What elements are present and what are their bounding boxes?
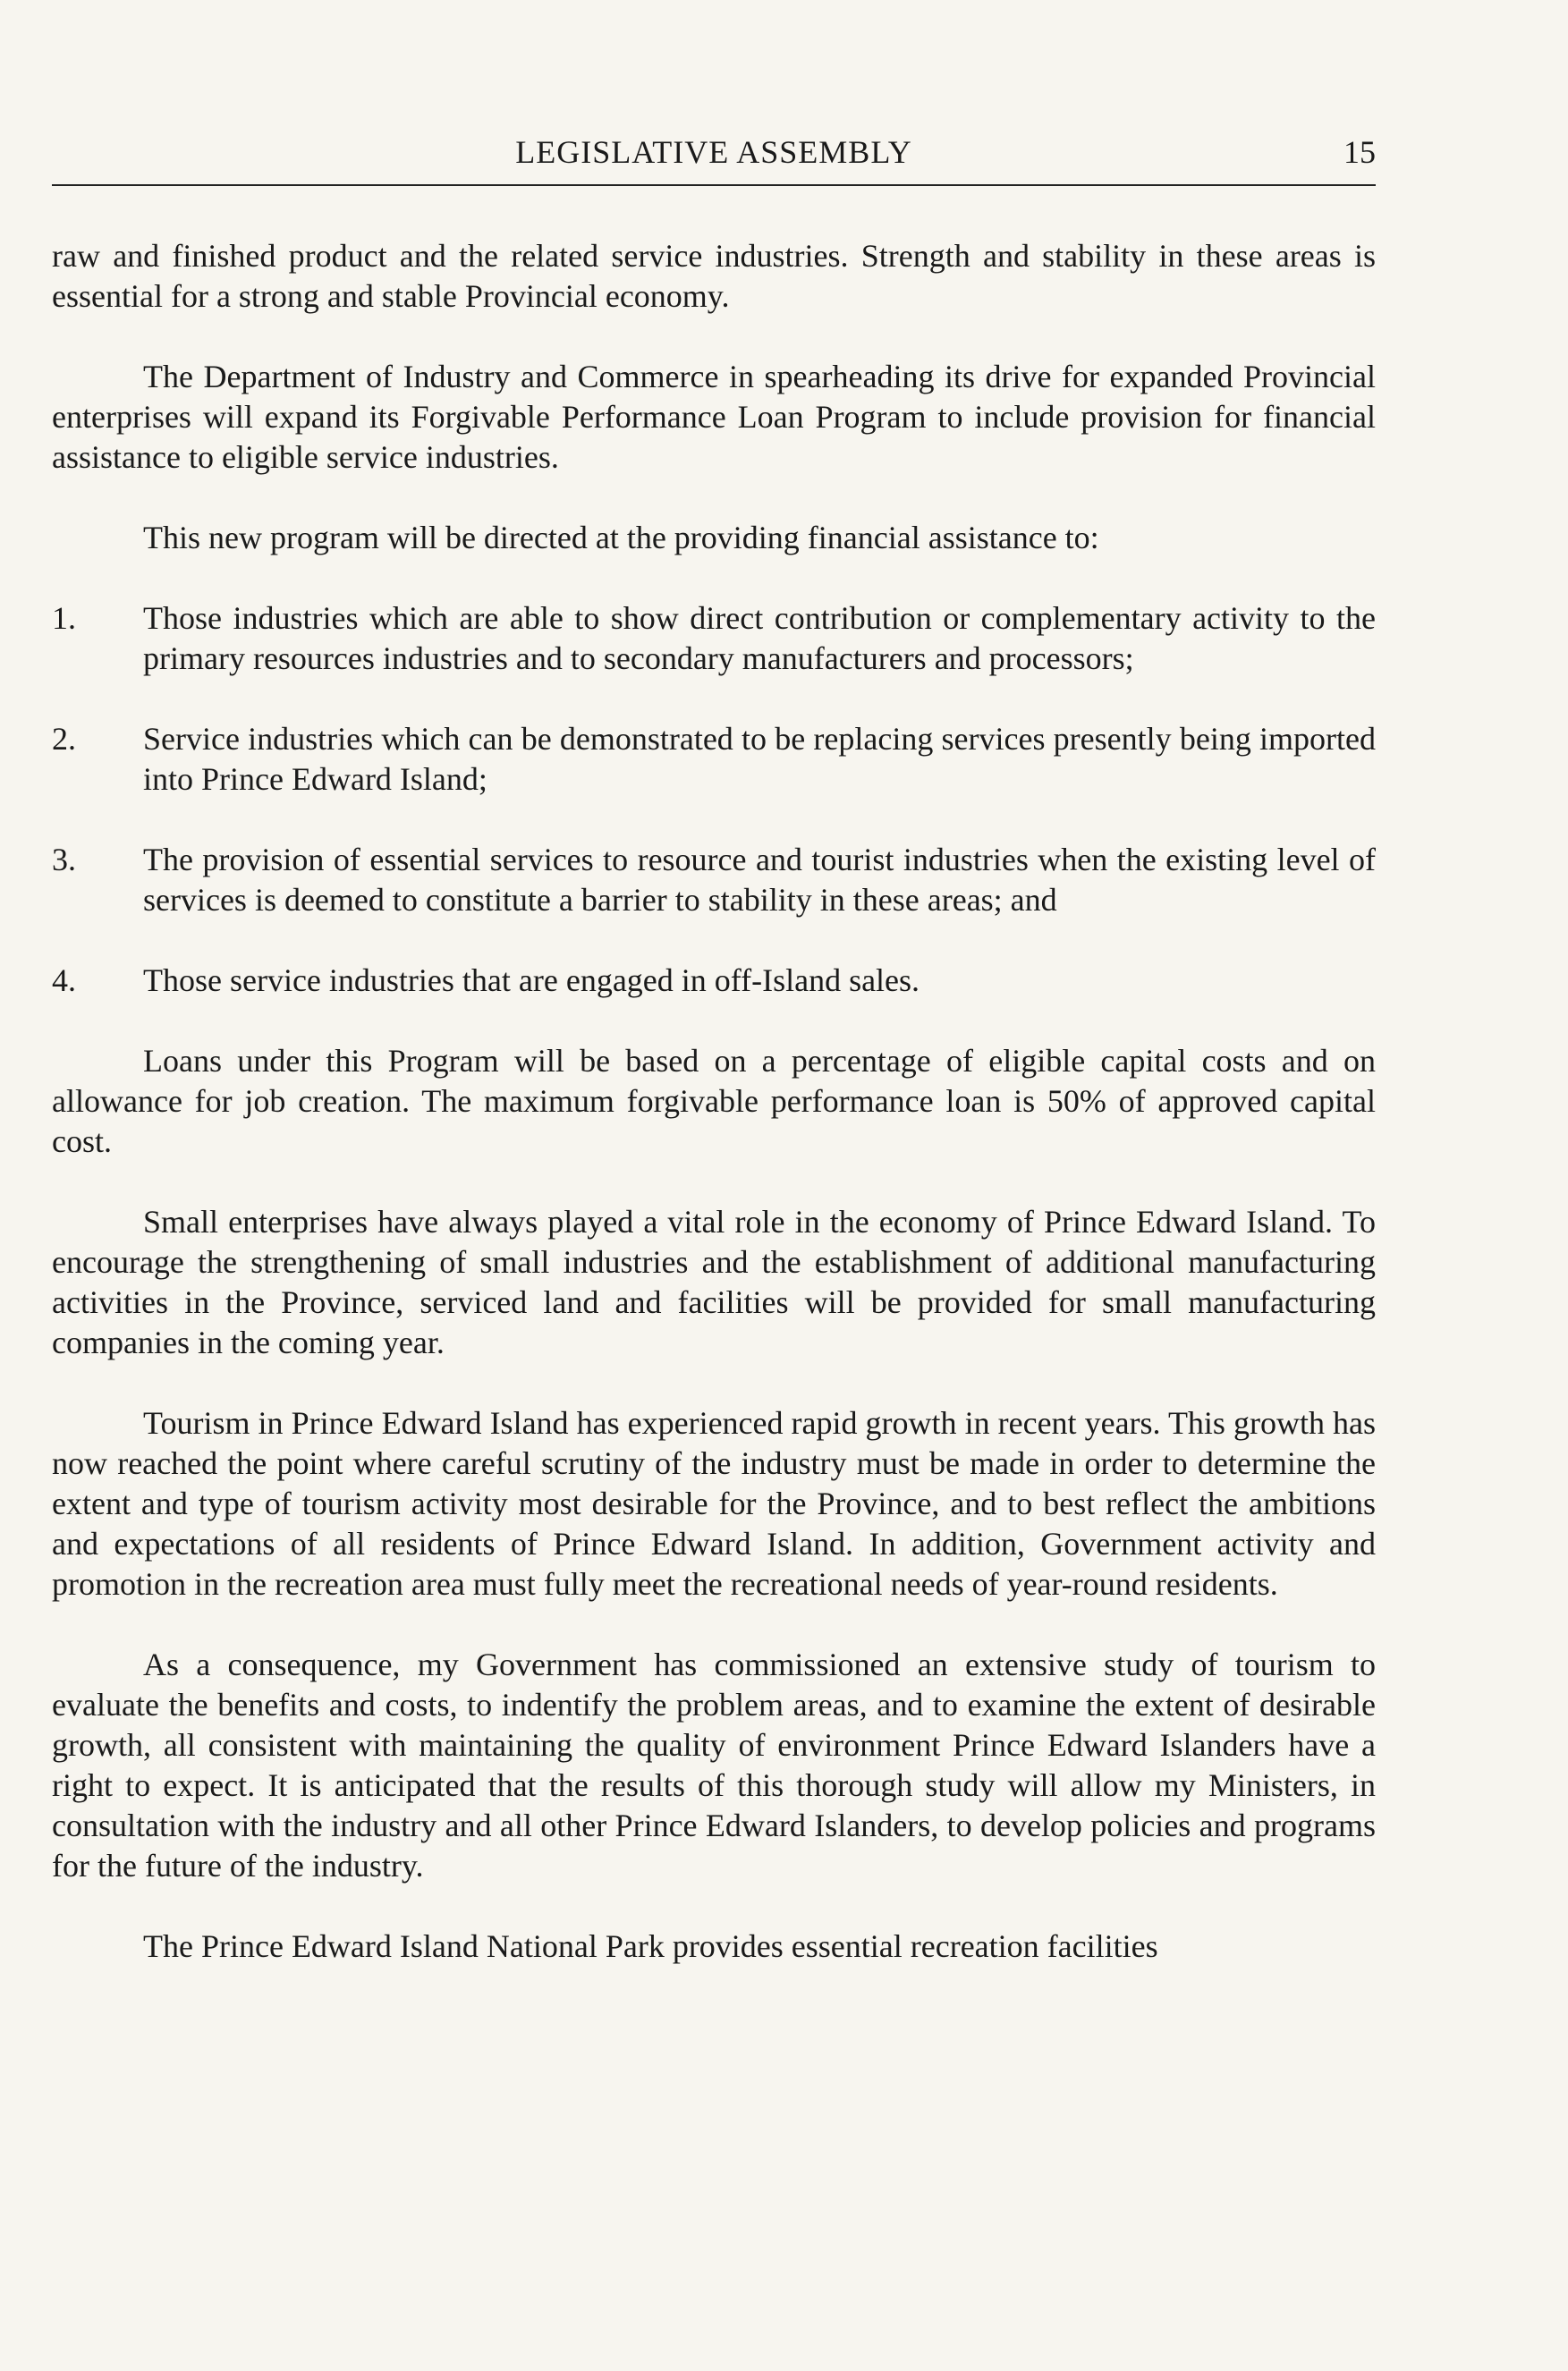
list-item [52, 961, 1376, 1001]
list-item [52, 840, 1376, 920]
numbered-list [52, 598, 1376, 1001]
list-item [52, 598, 1376, 679]
list-item-text: Those service industries that are engaged in off-Island sales. [143, 962, 920, 998]
running-header [52, 134, 1376, 186]
list-item-text: The provision of essential services to resource and tourist industries when the existing level of services is deemed to constitute a barrier to stability in these areas; and [143, 842, 1376, 918]
paragraph: This new program will be directed at the providing financial assistance to: [143, 520, 1099, 555]
list-item-number: 2. [52, 721, 76, 757]
list-item-number: 4. [52, 962, 76, 998]
list-item-text: Service industries which can be demonstrated to be replacing services presently being imported into Prince Edward Island; [143, 721, 1376, 797]
paragraph-continued: raw and finished product and the related service industries. Strength and stability in these areas is essential for a strong and stable Provincial economy. [52, 238, 1376, 314]
paragraph: The Department of Industry and Commerce in spearheading its drive for expanded Provincial enterprises will expand its Forgivable Performance Loan Program to include provision for financial assistance to eligible service industries. [52, 359, 1376, 475]
paragraph: As a consequence, my Government has commissioned an extensive study of tourism to evaluate the benefits and costs, to indentify the problem areas, and to examine the extent of desirable growth, all consistent with maintaining the quality of environment Prince Edward Islanders have a right to expect. It is anticipated that the results of this thorough study will allow my Ministers, in consultation with the industry and all other Prince Edward Islanders, to develop policies and programs for the future of the industry. [52, 1647, 1376, 1884]
list-item [52, 719, 1376, 800]
document-page [52, 134, 1376, 2007]
page-number: 15 [1343, 134, 1376, 170]
list-item-number: 3. [52, 842, 76, 877]
paragraph: Tourism in Prince Edward Island has experienced rapid growth in recent years. This growth has now reached the point where careful scrutiny of the industry must be made in order to determine the extent and type of tourism activity most desirable for the Province, and to best reflect the ambitions and expectations of all residents of Prince Edward Island. In addition, Government activity and promotion in the recreation area must fully meet the recreational needs of year-round residents. [52, 1405, 1376, 1602]
paragraph: Small enterprises have always played a vital role in the economy of Prince Edward Island. To encourage the strengthening of small industries and the establishment of additional manufacturing activities in the Province, serviced land and facilities will be provided for small manufacturing companies in the coming year. [52, 1204, 1376, 1360]
document-body [52, 236, 1376, 1967]
paragraph: Loans under this Program will be based on a percentage of eligible capital costs and on allowance for job creation. The maximum forgivable performance loan is 50% of approved capital cost. [52, 1043, 1376, 1159]
list-item-text: Those industries which are able to show direct contribution or complementary activity to the primary resources industries and to secondary manufacturers and processors; [143, 600, 1376, 676]
list-item-number: 1. [52, 600, 76, 636]
header-title: LEGISLATIVE ASSEMBLY [515, 134, 912, 170]
paragraph-continues: The Prince Edward Island National Park provides essential recreation facilities [143, 1928, 1158, 1964]
